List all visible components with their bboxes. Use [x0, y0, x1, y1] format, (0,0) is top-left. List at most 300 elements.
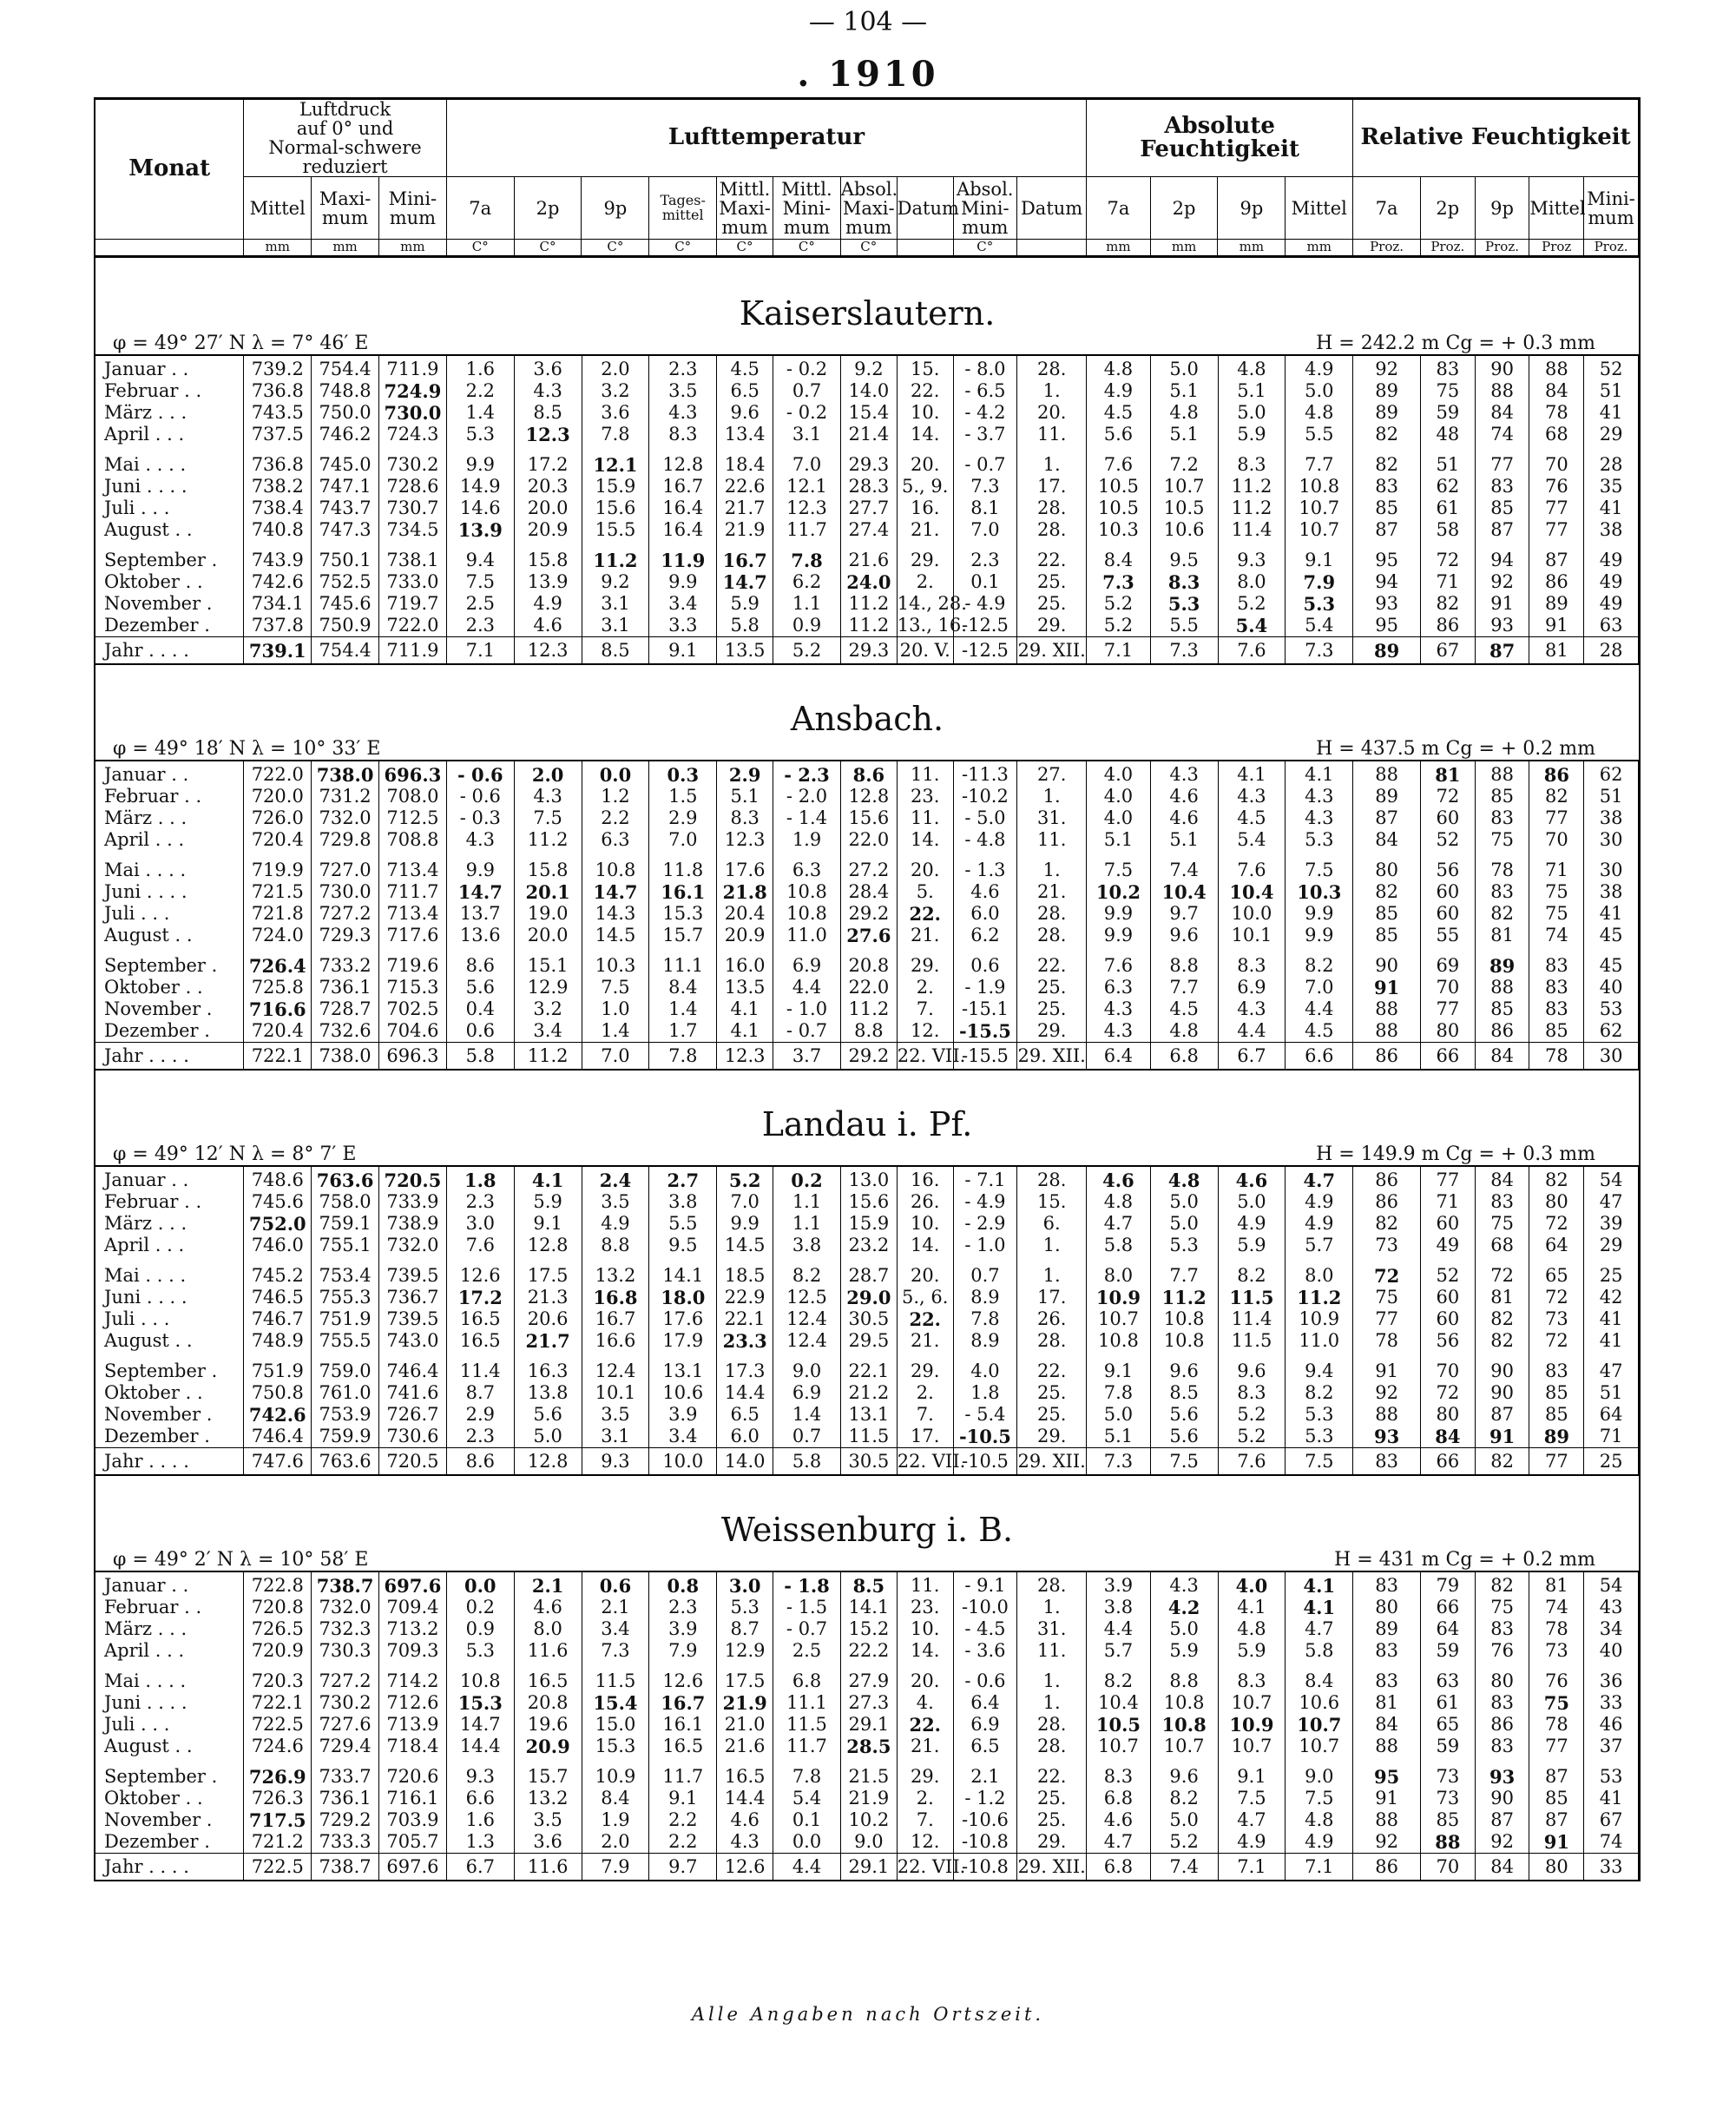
cell: 10.7 [1286, 519, 1353, 541]
cell: 15.4 [582, 1692, 649, 1714]
cell: 22. [1017, 946, 1087, 977]
cell: 21. [897, 519, 953, 541]
cell: 20.4 [717, 903, 773, 925]
cell: 725.8 [244, 977, 312, 998]
cell: 89 [1353, 1618, 1421, 1640]
cell: -10.5 [953, 1426, 1017, 1448]
station-name: Kaiserslautern. [739, 294, 996, 333]
cell: 77 [1353, 1308, 1421, 1330]
cell: 28. [1017, 1714, 1087, 1736]
cell: - 1.5 [773, 1597, 841, 1618]
cell: 9.6 [1150, 1352, 1218, 1382]
cell: 85 [1421, 1809, 1476, 1831]
cell: - 0.2 [773, 402, 841, 424]
cell: 93 [1353, 593, 1421, 615]
cell: 724.9 [379, 380, 447, 402]
cell: 20.3 [514, 476, 582, 497]
cell: 8.2 [1286, 1382, 1353, 1404]
cell: 82 [1353, 445, 1421, 476]
cell: 7.1 [1286, 1854, 1353, 1881]
cell: 719.7 [379, 593, 447, 615]
cell: 25. [1017, 1382, 1087, 1404]
cell: 8.5 [840, 1571, 897, 1597]
cell: - 2.9 [953, 1213, 1017, 1235]
cell: 75 [1353, 1287, 1421, 1308]
cell: 73 [1421, 1788, 1476, 1809]
cell: 5.0 [1150, 1809, 1218, 1831]
cell: 0.0 [582, 761, 649, 786]
cell: 4.1 [717, 1020, 773, 1043]
cell: 20.0 [514, 925, 582, 946]
cell: 14.7 [717, 571, 773, 593]
station-name: Weissenburg i. B. [720, 1511, 1014, 1550]
month-label: August . . [95, 519, 244, 541]
cell: 2.9 [446, 1404, 514, 1426]
cell: 27.6 [840, 925, 897, 946]
cell: 8.5 [1150, 1382, 1218, 1404]
cell: 5.7 [1286, 1235, 1353, 1256]
cell: 30 [1584, 851, 1639, 881]
cell: 13.6 [446, 925, 514, 946]
cell: 72 [1421, 786, 1476, 807]
cell: 741.6 [379, 1382, 447, 1404]
cell: 7.6 [446, 1235, 514, 1256]
cell: 3.8 [773, 1235, 841, 1256]
cell: 5.1 [1150, 380, 1218, 402]
cell: 89 [1353, 380, 1421, 402]
cell: 10.7 [1286, 497, 1353, 519]
cell: 21.0 [717, 1714, 773, 1736]
cell: 29. [897, 541, 953, 571]
cell: 71 [1421, 571, 1476, 593]
cell: 5.6 [514, 1404, 582, 1426]
cell: 49 [1584, 571, 1639, 593]
cell: 40 [1584, 1640, 1639, 1662]
cell: 25. [1017, 1788, 1087, 1809]
cell: 59 [1421, 402, 1476, 424]
cell: 733.2 [312, 946, 379, 977]
cell: 16.5 [446, 1330, 514, 1352]
cell: 2. [897, 571, 953, 593]
cell: - 0.6 [446, 761, 514, 786]
cell: 738.2 [244, 476, 312, 497]
table-row [95, 1308, 1639, 1330]
cell: 726.5 [244, 1618, 312, 1640]
cell: 8.7 [446, 1382, 514, 1404]
cell: 28. [1017, 1736, 1087, 1757]
table-row [95, 1166, 1639, 1191]
cell: - 3.6 [953, 1640, 1017, 1662]
cell: 41 [1584, 1308, 1639, 1330]
cell: 84 [1421, 1426, 1476, 1448]
month-label: März . . . [95, 807, 244, 829]
cell: 10.6 [649, 1382, 717, 1404]
climate-table [94, 97, 1641, 1881]
table-row [95, 1426, 1639, 1448]
cell: 5.1 [1150, 424, 1218, 445]
cell: 5.2 [717, 1166, 773, 1191]
cell: 4.5 [1087, 402, 1151, 424]
cell: 19.6 [514, 1714, 582, 1736]
cell: 755.1 [312, 1235, 379, 1256]
cell: 745.0 [312, 445, 379, 476]
cell: 82 [1475, 1330, 1529, 1352]
header-lufttemperatur: Lufttemperatur [446, 100, 1086, 177]
cell: 11.8 [649, 851, 717, 881]
cell: 10.2 [1087, 881, 1151, 903]
table-row [95, 1287, 1639, 1308]
cell: 11.2 [840, 615, 897, 637]
cell: 21.9 [840, 1788, 897, 1809]
cell: 83 [1475, 1618, 1529, 1640]
cell: 28. [1017, 355, 1087, 380]
cell: 5.4 [1286, 615, 1353, 637]
cell: 21.9 [717, 519, 773, 541]
cell: -12.5 [953, 637, 1017, 665]
cell: 4.4 [773, 1854, 841, 1881]
month-label: Oktober . . [95, 1382, 244, 1404]
table-row [95, 1020, 1639, 1043]
cell: 11.0 [773, 925, 841, 946]
cell: - 0.6 [953, 1662, 1017, 1692]
cell: - 1.8 [773, 1571, 841, 1597]
cell: 72 [1421, 1382, 1476, 1404]
cell: 16.5 [649, 1736, 717, 1757]
cell: - 6.5 [953, 380, 1017, 402]
cell: 82 [1353, 1213, 1421, 1235]
cell: 25. [1017, 571, 1087, 593]
cell: 8.8 [1150, 1662, 1218, 1692]
cell: 754.4 [312, 637, 379, 665]
table-row [95, 829, 1639, 851]
cell: 27.3 [840, 1692, 897, 1714]
cell: 7.4 [1150, 851, 1218, 881]
cell: 6.9 [953, 1714, 1017, 1736]
cell: 730.0 [312, 881, 379, 903]
cell: 2.0 [514, 761, 582, 786]
cell: 10.9 [1087, 1287, 1151, 1308]
cell: 1. [1017, 380, 1087, 402]
month-label: November . [95, 1404, 244, 1426]
cell: 23.2 [840, 1235, 897, 1256]
cell: 20.8 [840, 946, 897, 977]
cell: 6.7 [446, 1854, 514, 1881]
cell: 38 [1584, 519, 1639, 541]
cell: 6.0 [717, 1426, 773, 1448]
cell: - 2.0 [773, 786, 841, 807]
cell: 11. [897, 807, 953, 829]
cell: 40 [1584, 977, 1639, 998]
cell: 7.3 [1150, 637, 1218, 665]
month-label: Jahr . . . . [95, 637, 244, 665]
cell: 6.2 [953, 925, 1017, 946]
cell: 81 [1529, 637, 1584, 665]
cell: 80 [1421, 1404, 1476, 1426]
cell: 1.2 [582, 786, 649, 807]
month-label: Februar . . [95, 786, 244, 807]
cell: 722.5 [244, 1854, 312, 1881]
cell: 714.2 [379, 1662, 447, 1692]
cell: 5.1 [1150, 829, 1218, 851]
cell: 5.6 [1150, 1404, 1218, 1426]
cell: 87 [1529, 1809, 1584, 1831]
cell: 5.1 [1087, 1426, 1151, 1448]
cell: 7.6 [1087, 946, 1151, 977]
month-label: April . . . [95, 1640, 244, 1662]
cell: 4.0 [1218, 1571, 1286, 1597]
cell: 29. XII. [1017, 1448, 1087, 1476]
header-unit-9: C° [840, 240, 897, 257]
cell: 43 [1584, 1597, 1639, 1618]
cell: 58 [1421, 519, 1476, 541]
cell: 3.9 [1087, 1571, 1151, 1597]
cell: 713.4 [379, 903, 447, 925]
cell: 21.5 [840, 1757, 897, 1788]
cell: 95 [1353, 541, 1421, 571]
cell: 25. [1017, 593, 1087, 615]
cell: - 1.0 [773, 998, 841, 1020]
cell: 747.6 [244, 1448, 312, 1476]
cell: 4.7 [1087, 1831, 1151, 1854]
cell: 1.1 [773, 1213, 841, 1235]
cell: 5.3 [1150, 1235, 1218, 1256]
cell: 33 [1584, 1692, 1639, 1714]
cell: 711.7 [379, 881, 447, 903]
cell: 72 [1353, 1256, 1421, 1287]
cell: 45 [1584, 946, 1639, 977]
cell: 35 [1584, 476, 1639, 497]
cell: 30.5 [840, 1448, 897, 1476]
cell: 4.6 [953, 881, 1017, 903]
cell: 0.4 [446, 998, 514, 1020]
header-col-10: Datum [897, 177, 953, 240]
cell: 86 [1421, 615, 1476, 637]
cell: - 8.0 [953, 355, 1017, 380]
cell: 66 [1421, 1597, 1476, 1618]
cell: 82 [1529, 1166, 1584, 1191]
cell: 89 [1529, 1426, 1584, 1448]
cell: 709.3 [379, 1640, 447, 1662]
table-row [95, 593, 1639, 615]
cell: 4.9 [1218, 1213, 1286, 1235]
cell: 5.2 [1087, 593, 1151, 615]
cell: 9.2 [840, 355, 897, 380]
cell: 2.5 [446, 593, 514, 615]
cell: 761.0 [312, 1382, 379, 1404]
header-col-12: Datum [1017, 177, 1087, 240]
cell: 0.8 [649, 1571, 717, 1597]
cell: 9.3 [1218, 541, 1286, 571]
cell: 9.9 [1087, 925, 1151, 946]
cell: 11. [1017, 424, 1087, 445]
cell: 15.0 [582, 1714, 649, 1736]
cell: 4.3 [1150, 761, 1218, 786]
cell: 2.2 [649, 1831, 717, 1854]
cell: 14. [897, 1640, 953, 1662]
cell: 4.3 [514, 786, 582, 807]
stations [95, 294, 1639, 1881]
cell: 93 [1475, 1757, 1529, 1788]
cell: 4.8 [1286, 402, 1353, 424]
cell: 93 [1475, 615, 1529, 637]
cell: 81 [1475, 925, 1529, 946]
cell: 3.5 [582, 1191, 649, 1213]
cell: 3.4 [649, 1426, 717, 1448]
month-label: Oktober . . [95, 1788, 244, 1809]
cell: 720.4 [244, 1020, 312, 1043]
cell: - 0.2 [773, 355, 841, 380]
cell: 83 [1421, 355, 1476, 380]
cell: 21. [1017, 881, 1087, 903]
cell: 30 [1584, 1043, 1639, 1071]
cell: 49 [1584, 593, 1639, 615]
cell: 2.9 [717, 761, 773, 786]
station-header [95, 1511, 1639, 1571]
cell: 8.0 [1087, 1256, 1151, 1287]
cell: 8.4 [1286, 1662, 1353, 1692]
cell: 713.2 [379, 1618, 447, 1640]
table-row [95, 1191, 1639, 1213]
cell: 91 [1353, 1788, 1421, 1809]
cell: 11.9 [649, 541, 717, 571]
cell: 62 [1421, 476, 1476, 497]
cell: 10.7 [1218, 1736, 1286, 1757]
cell: 11.1 [773, 1692, 841, 1714]
cell: 19.0 [514, 903, 582, 925]
cell: 12.3 [717, 829, 773, 851]
cell: 5.2 [1218, 593, 1286, 615]
table-row [95, 925, 1639, 946]
cell: 28. [1017, 925, 1087, 946]
cell: 72 [1529, 1213, 1584, 1235]
cell: 10.6 [1150, 519, 1218, 541]
cell: 56 [1421, 1330, 1476, 1352]
cell: 6.0 [953, 903, 1017, 925]
cell: 8.0 [1218, 571, 1286, 593]
cell: 76 [1475, 1640, 1529, 1662]
cell: 90 [1475, 1352, 1529, 1382]
cell: 17. [897, 1426, 953, 1448]
cell: 84 [1475, 1043, 1529, 1071]
table-row [95, 851, 1639, 881]
cell: 4.6 [514, 615, 582, 637]
cell: 20.1 [514, 881, 582, 903]
header-col-3: 7a [446, 177, 514, 240]
cell: 22. [897, 380, 953, 402]
cell: 72 [1529, 1330, 1584, 1352]
cell: 16.7 [649, 1692, 717, 1714]
header-relative-feuchtigkeit: Relative Feuchtigkeit [1353, 100, 1639, 177]
cell: 11.2 [1150, 1287, 1218, 1308]
cell: 28.4 [840, 881, 897, 903]
table-row [95, 1043, 1639, 1071]
cell: 9.3 [446, 1757, 514, 1788]
cell: 7.8 [773, 541, 841, 571]
cell: 4.8 [1218, 1618, 1286, 1640]
cell: 84 [1475, 1166, 1529, 1191]
station-height: H = 242.2 m Cg = + 0.3 mm [1316, 333, 1595, 355]
cell: 6.8 [1150, 1043, 1218, 1071]
cell: 1.4 [649, 998, 717, 1020]
cell: 33 [1584, 1854, 1639, 1881]
cell: 4.6 [1087, 1809, 1151, 1831]
cell: 8.3 [1218, 445, 1286, 476]
cell: 13.2 [514, 1788, 582, 1809]
cell: 62 [1584, 761, 1639, 786]
cell: 88 [1475, 977, 1529, 998]
cell: 4.6 [1218, 1166, 1286, 1191]
cell: 29. [1017, 1020, 1087, 1043]
cell: 14.3 [582, 903, 649, 925]
cell: 10.8 [773, 881, 841, 903]
cell: 5.0 [1150, 1191, 1218, 1213]
cell: 12.3 [514, 424, 582, 445]
cell: 7.3 [1286, 637, 1353, 665]
cell: 9.7 [649, 1854, 717, 1881]
cell: 729.2 [312, 1809, 379, 1831]
cell: 4.3 [1150, 1571, 1218, 1597]
cell: 711.9 [379, 355, 447, 380]
cell: 4.1 [717, 998, 773, 1020]
cell: 1.8 [446, 1166, 514, 1191]
cell: 708.8 [379, 829, 447, 851]
cell: 8.0 [514, 1618, 582, 1640]
cell: 732.3 [312, 1618, 379, 1640]
table-row [95, 881, 1639, 903]
cell: 5.5 [1150, 615, 1218, 637]
cell: 2.4 [582, 1166, 649, 1191]
cell: 83 [1475, 1191, 1529, 1213]
month-label: August . . [95, 1330, 244, 1352]
cell: 38 [1584, 807, 1639, 829]
cell: 743.9 [244, 541, 312, 571]
cell: 4.0 [1087, 807, 1151, 829]
cell: -10.8 [953, 1854, 1017, 1881]
cell: 738.7 [312, 1571, 379, 1597]
cell: 9.1 [1087, 1352, 1151, 1382]
month-label: Februar . . [95, 380, 244, 402]
cell: 0.6 [446, 1020, 514, 1043]
header-col-14: 2p [1150, 177, 1218, 240]
cell: 2. [897, 1382, 953, 1404]
cell: 75 [1475, 829, 1529, 851]
cell: 4.9 [1087, 380, 1151, 402]
cell: 9.9 [649, 571, 717, 593]
cell: 22. [897, 1714, 953, 1736]
cell: 10.7 [1087, 1736, 1151, 1757]
cell: 8.3 [717, 807, 773, 829]
cell: 3.1 [582, 1426, 649, 1448]
cell: 76 [1529, 476, 1584, 497]
cell: 5.3 [446, 424, 514, 445]
cell: 82 [1475, 903, 1529, 925]
cell: 752.5 [312, 571, 379, 593]
cell: 47 [1584, 1352, 1639, 1382]
cell: 29 [1584, 424, 1639, 445]
cell: 83 [1475, 1692, 1529, 1714]
cell: 24.0 [840, 571, 897, 593]
cell: 3.4 [649, 593, 717, 615]
table-row [95, 1571, 1639, 1597]
cell: 27.2 [840, 851, 897, 881]
cell: 736.8 [244, 380, 312, 402]
cell: 26. [897, 1191, 953, 1213]
cell: 10.4 [1218, 881, 1286, 903]
cell: 78 [1529, 1043, 1584, 1071]
cell: 63 [1584, 615, 1639, 637]
header-col-6: Tages-mittel [649, 177, 717, 240]
cell: 5.3 [1286, 593, 1353, 615]
